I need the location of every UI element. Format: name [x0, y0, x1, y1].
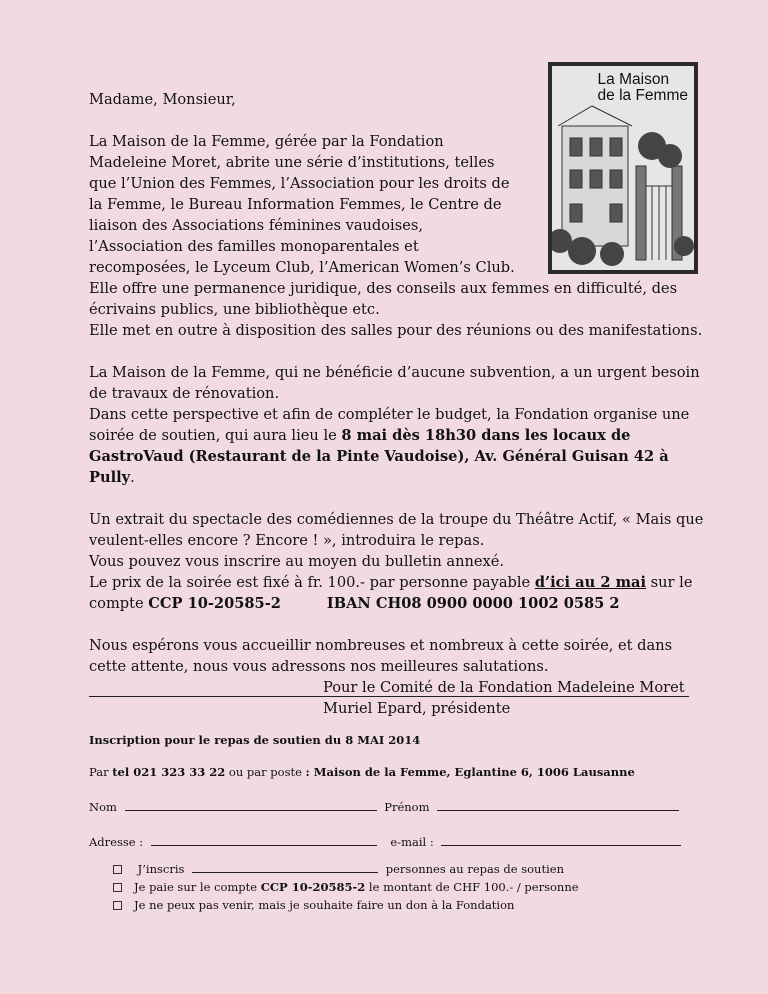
options-list	[89, 862, 709, 912]
event-paragraph: Dans cette perspective et afin de compléter le budget, la Fondation organise une soirée de soutien, qui aura lieu le 8 mai dès 18h30 dans les locaux de GastroVaud (Restaurant de la Pinte Vaudoise), Av. Général Guisan 42 à Pully.	[89, 406, 690, 486]
intro-paragraph: La Maison de la Femme, gérée par la Fondation Madeleine Moret, abrite une série d’institutions, telles que l’Union des Femmes, l’Association pour les droits de la Femme, le Bureau Information Femmes, le Centre de liaison des Associations féminines vaudoises, l’Association des familles monoparentales et recomposées, le Lyceum Club, l’American Women’s Club.	[89, 133, 515, 276]
option-donate: Je ne peux pas venir, mais je souhaite faire un don à la Fondation	[113, 898, 709, 912]
option-pay: Je paie sur le compte CCP 10-20585-2 le montant de CHF 100.- / personne	[113, 880, 709, 894]
iban-number: IBAN CH08 0900 0000 1002 0585 2	[326, 595, 620, 612]
adresse-label: Adresse :	[89, 835, 144, 849]
logo-line-2: de la Femme	[597, 87, 688, 104]
contact-address: : Maison de la Femme, Eglantine 6, 1006 Lausanne	[305, 765, 635, 779]
email-field[interactable]	[441, 835, 681, 846]
letter-body	[89, 89, 709, 719]
nom-label: Nom	[89, 800, 117, 814]
register-paragraph: Vous pouvez vous inscrire au moyen du bulletin annexé.	[89, 553, 505, 570]
closing-paragraph: Nous espérons vous accueillir nombreuses et nombreux à cette soirée, et dans cette attente, nous vous adressons nos meilleures salutations.	[89, 637, 673, 675]
rooms-paragraph: Elle met en outre à disposition des salles pour des réunions ou des manifestations.	[89, 322, 703, 339]
register-checkbox[interactable]	[113, 865, 122, 874]
account-line: compte CCP 10-20585-2 IBAN CH08 0900 0000 1002 0585 2	[89, 595, 620, 612]
contact-line: Par tel 021 323 33 22 ou par poste : Maison de la Femme, Eglantine 6, 1006 Lausanne	[89, 765, 635, 779]
event-details: 8 mai dès 18h30 dans les locaux de GastroVaud (Restaurant de la Pinte Vaudoise), Av. Général Guisan 42 à Pully	[89, 427, 669, 486]
separator-line	[89, 696, 689, 697]
registration-form	[89, 733, 709, 916]
contact-phone: tel 021 323 33 22	[112, 765, 226, 779]
logo-line-1: La Maison	[597, 71, 670, 88]
nom-field[interactable]	[125, 800, 377, 811]
email-label: e-mail :	[390, 835, 434, 849]
form-title: Inscription pour le repas de soutien du 8 MAI 2014	[89, 733, 421, 747]
services-paragraph: Elle offre une permanence juridique, des conseils aux femmes en difficulté, des écrivains publics, une bibliothèque etc.	[89, 280, 678, 318]
payment-deadline: d’ici au 2 mai	[534, 574, 647, 591]
prenom-label: Prénom	[384, 800, 430, 814]
price-paragraph: Le prix de la soirée est fixé à fr. 100.- par personne payable d’ici au 2 mai sur le	[89, 574, 693, 591]
show-paragraph: Un extrait du spectacle des comédiennes de la troupe du Théâtre Actif, « Mais que veulent-elles encore ? Encore ! », introduira le repas.	[89, 511, 704, 549]
signature-name: Muriel Epard, présidente	[323, 700, 511, 717]
address-line	[89, 835, 709, 849]
pay-checkbox[interactable]	[113, 883, 122, 892]
ccp-number: CCP 10-20585-2	[148, 595, 281, 612]
attendees-count-field[interactable]	[192, 862, 378, 873]
salutation: Madame, Monsieur,	[89, 91, 236, 108]
signature-committee: Pour le Comité de la Fondation Madeleine Moret	[323, 679, 685, 696]
renovation-paragraph: La Maison de la Femme, qui ne bénéficie d’aucune subvention, a un urgent besoin de travaux de rénovation.	[89, 364, 700, 402]
option-register: J’inscris personnes au repas de soutien	[113, 862, 709, 876]
prenom-field[interactable]	[437, 800, 679, 811]
adresse-field[interactable]	[151, 835, 377, 846]
name-line	[89, 800, 709, 814]
donate-checkbox[interactable]	[113, 901, 122, 910]
